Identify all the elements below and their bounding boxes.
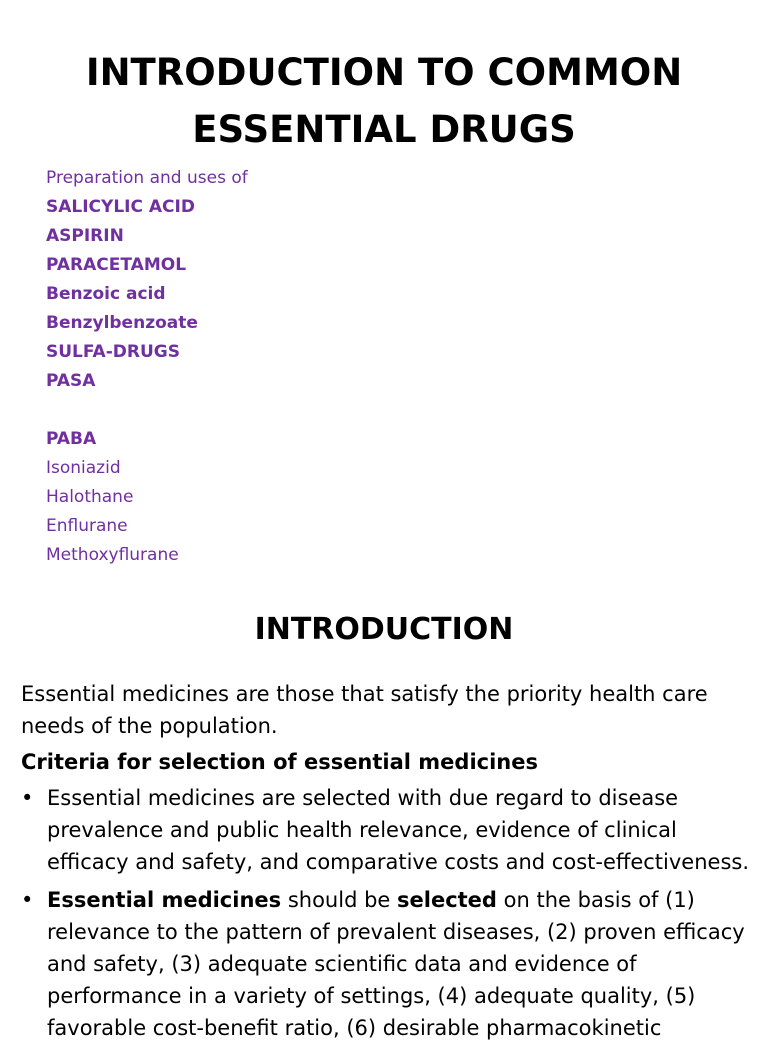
drug-list-intro: Preparation and uses of [46,168,248,188]
bullet-bold-text: selected [397,888,497,912]
page-title [0,44,768,158]
drug-item: Isoniazid [46,458,121,478]
drug-item: PABA [46,429,97,449]
drug-item: Benzylbenzoate [46,313,198,333]
drug-item: ASPIRIN [46,226,124,246]
drug-item: PARACETAMOL [46,255,187,275]
bullet-icon: • [21,888,34,912]
criteria-bullet-2 [21,884,751,1044]
title-line-1: INTRODUCTION TO COMMON [85,51,683,94]
bullet-bold-text: Essential medicines [47,888,282,912]
drug-item: Enflurane [46,516,128,536]
drug-item: PASA [46,371,96,391]
drug-item: Halothane [46,487,134,507]
drug-item: Benzoic acid [46,284,166,304]
bullet-text: on the basis of (1) relevance to the pattern of prevalent diseases, (2) proven efficacy and safety, (3) adequate scientific data and evidence of performance in a variety of settings, (4) adequate quality, (5) favorable cost-benefit ratio, (6) desirable pharmacokinetic [47,888,745,1040]
drug-list [46,164,248,570]
bullet-text: should be [281,888,398,912]
list-spacer [46,396,248,425]
drug-item: SULFA-DRUGS [46,342,180,362]
drug-item: SALICYLIC ACID [46,197,195,217]
criteria-list [21,782,751,1050]
drug-item: Methoxyflurane [46,545,179,565]
title-line-2: ESSENTIAL DRUGS [192,108,576,151]
bullet-text: Essential medicines are selected with due regard to disease prevalence and public health relevance, evidence of clinical efficacy and safety, and comparative costs and cost-effectiveness. [47,786,750,874]
criteria-bullet-1 [21,782,751,878]
introduction-heading: INTRODUCTION [254,612,514,647]
definition-paragraph: Essential medicines are those that satisfy the priority health care needs of the population. [21,682,708,738]
bullet-icon: • [21,786,34,810]
criteria-heading: Criteria for selection of essential medicines [21,750,538,774]
